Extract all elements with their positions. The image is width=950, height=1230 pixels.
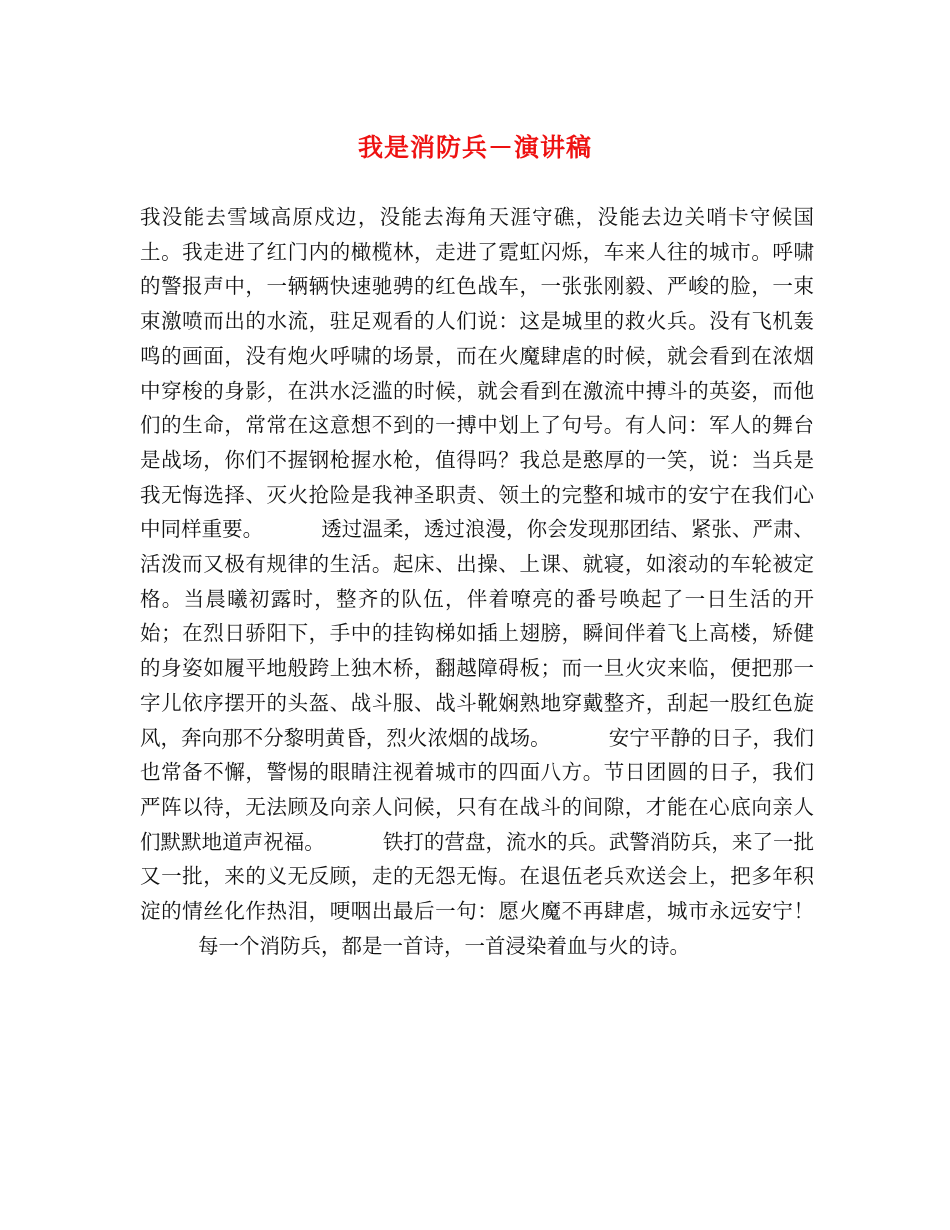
paragraph-3: 安宁平静的日子，我们也常备不懈，警惕的眼睛注视着城市的四面八方。节日团圆的日子，我们严阵以待，无法顾及向亲人问候，只有在战斗的间隙，才能在心底向亲人们默默地道声祝福。 <box>140 725 815 854</box>
paragraph-5: 每一个消防兵，都是一首诗，一首浸染着血与火的诗。 <box>198 933 690 958</box>
document-body <box>140 200 814 963</box>
paragraph-4: 铁打的营盘，流水的兵。武警消防兵，来了一批又一批，来的义无反顾，走的无怨无悔。在退伍老兵欢送会上，把多年积淀的情丝化作热泪，哽咽出最后一句：愿火魔不再肆虐，城市永远安宁！ <box>140 829 815 924</box>
paragraph-1: 我没能去雪域高原戍边，没能去海角天涯守礁，没能去边关哨卡守候国土。我走进了红门内的橄榄林，走进了霓虹闪烁，车来人往的城市。呼啸的警报声中，一辆辆快速驰骋的红色战车，一张张刚毅、严峻的脸，一束束激喷而出的水流，驻足观看的人们说：这是城里的救火兵。没有飞机轰鸣的画面，没有炮火呼啸的场景，而在火魔肆虐的时候，就会看到在浓烟中穿梭的身影，在洪水泛滥的时候，就会看到在激流中搏斗的英姿，而他们的生命，常常在这意想不到的一搏中划上了句号。有人问：军人的舞台是战场，你们不握钢枪握水枪，值得吗？我总是憨厚的一笑，说：当兵是我无悔选择、灭火抢险是我神圣职责、领土的完整和城市的安宁在我们心中同样重要。 <box>140 205 814 542</box>
document-title: 我是消防兵－演讲稿 <box>357 133 592 162</box>
paragraph-2: 透过温柔，透过浪漫，你会发现那团结、紧张、严肃、活泼而又极有规律的生活。起床、出操、上课、就寝，如滚动的车轮被定格。当晨曦初露时，整齐的队伍，伴着嘹亮的番号唤起了一日生活的开始；在烈日骄阳下，手中的挂钩梯如插上翅膀，瞬间伴着飞上高楼，矫健的身姿如履平地般跨上独木桥，翻越障碍板；而一旦火灾来临，便把那一字儿依序摆开的头盔、战斗服、战斗靴娴熟地穿戴整齐，刮起一股红色旋风，奔向那不分黎明黄昏，烈火浓烟的战场。 <box>140 517 815 750</box>
body-text <box>140 200 814 963</box>
